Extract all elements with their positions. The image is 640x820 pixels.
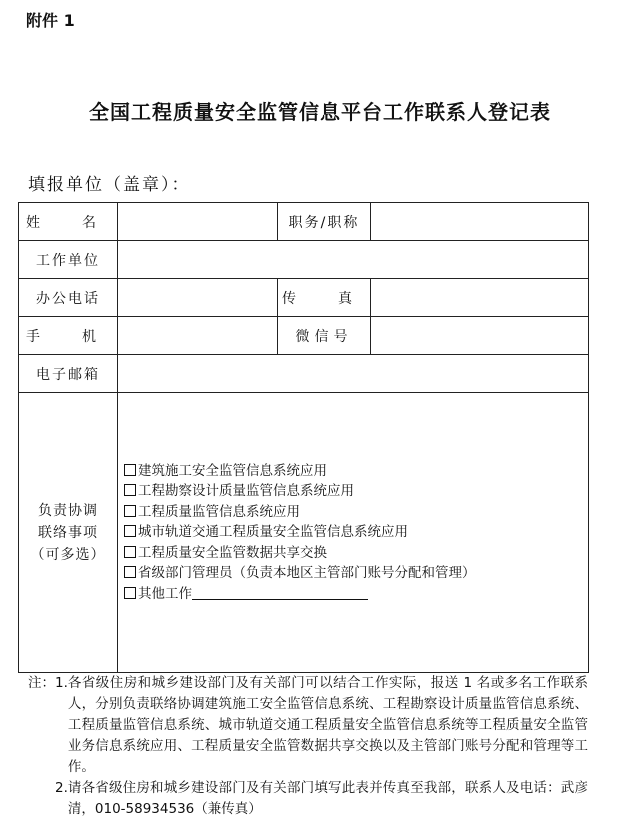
task-option-label: 工程勘察设计质量监管信息系统应用 [138,483,354,500]
checkbox[interactable] [124,566,136,578]
mobile-input-cell[interactable] [118,317,278,355]
task-option[interactable] [124,543,588,564]
task-option[interactable] [124,522,588,543]
checkbox[interactable] [124,546,136,558]
wechat-input-cell[interactable] [371,317,589,355]
form-row-tasks [19,393,589,673]
form-row-name [19,203,589,241]
position-input-cell[interactable] [371,203,589,241]
fax-input-cell[interactable] [371,279,589,317]
task-option[interactable] [124,481,588,502]
checkbox[interactable] [124,505,136,517]
task-option[interactable] [124,563,588,584]
task-option-label: 工程质量监管信息系统应用 [138,503,300,520]
work-unit-label: 工作单位 [19,241,118,279]
office-phone-input-cell[interactable] [118,279,278,317]
registration-form-table [18,202,589,673]
checkbox[interactable] [124,587,136,599]
task-option-other[interactable] [124,584,588,605]
task-option-label: 建筑施工安全监管信息系统应用 [138,462,327,479]
note-text: 请各省级住房和城乡建设部门及有关部门填写此表并传真至我部，联系人及电话：武彦清，010-58934536（兼传真） [67,780,588,817]
email-label: 电子邮箱 [19,355,118,393]
notes-section [28,673,588,820]
task-option-label: 其他工作 [138,585,192,602]
attachment-label: 附件 1 [26,11,75,30]
checkbox[interactable] [124,464,136,476]
task-option-label: 工程质量安全监管数据共享交换 [138,544,327,561]
note-number: 注：1. [28,675,68,691]
task-option-label: 城市轨道交通工程质量安全监管信息系统应用 [138,524,408,541]
note-text: 各省级住房和城乡建设部门及有关部门可以结合工作实际，报送 1 名或多名工作联系人，分别负责联络协调建筑施工安全监管信息系统、工程勘察设计质量监管信息系统、工程质量监管信息系统、城市轨道交通工程质量安全监管信息系统等工程质量安全监管业务信息系统应用、工程质量安全监管数据共享交换以及主管部门账号分配和管理等工作。 [67,675,588,775]
note-1 [28,673,588,778]
checkbox[interactable] [124,525,136,537]
note-number: 2. [28,780,68,796]
note-2 [28,778,588,820]
form-row-phone [19,279,589,317]
fax-label: 传 真 [278,279,371,317]
tasks-label-line: （可多选） [30,546,106,563]
form-row-email [19,355,589,393]
filler-unit-label: 填报单位（盖章）： [28,175,191,195]
page-title: 全国工程质量安全监管信息平台工作联系人登记表 [89,100,551,124]
task-option-label: 省级部门管理员（负责本地区主管部门账号分配和管理） [138,565,476,582]
mobile-label: 手 机 [19,317,118,355]
other-work-blank[interactable] [192,587,368,600]
form-row-work-unit [19,241,589,279]
wechat-label: 微信号 [278,317,371,355]
position-label: 职务/职称 [278,203,371,241]
checkbox[interactable] [124,484,136,496]
name-label: 姓 名 [19,203,118,241]
office-phone-label: 办公电话 [19,279,118,317]
tasks-label-line: 联络事项 [38,524,98,541]
tasks-label [19,393,118,673]
email-input-cell[interactable] [118,355,589,393]
task-option[interactable] [124,502,588,523]
work-unit-input-cell[interactable] [118,241,589,279]
name-input-cell[interactable] [118,203,278,241]
tasks-checklist [118,393,589,673]
task-option[interactable] [124,461,588,482]
form-row-mobile [19,317,589,355]
tasks-label-line: 负责协调 [38,502,98,519]
